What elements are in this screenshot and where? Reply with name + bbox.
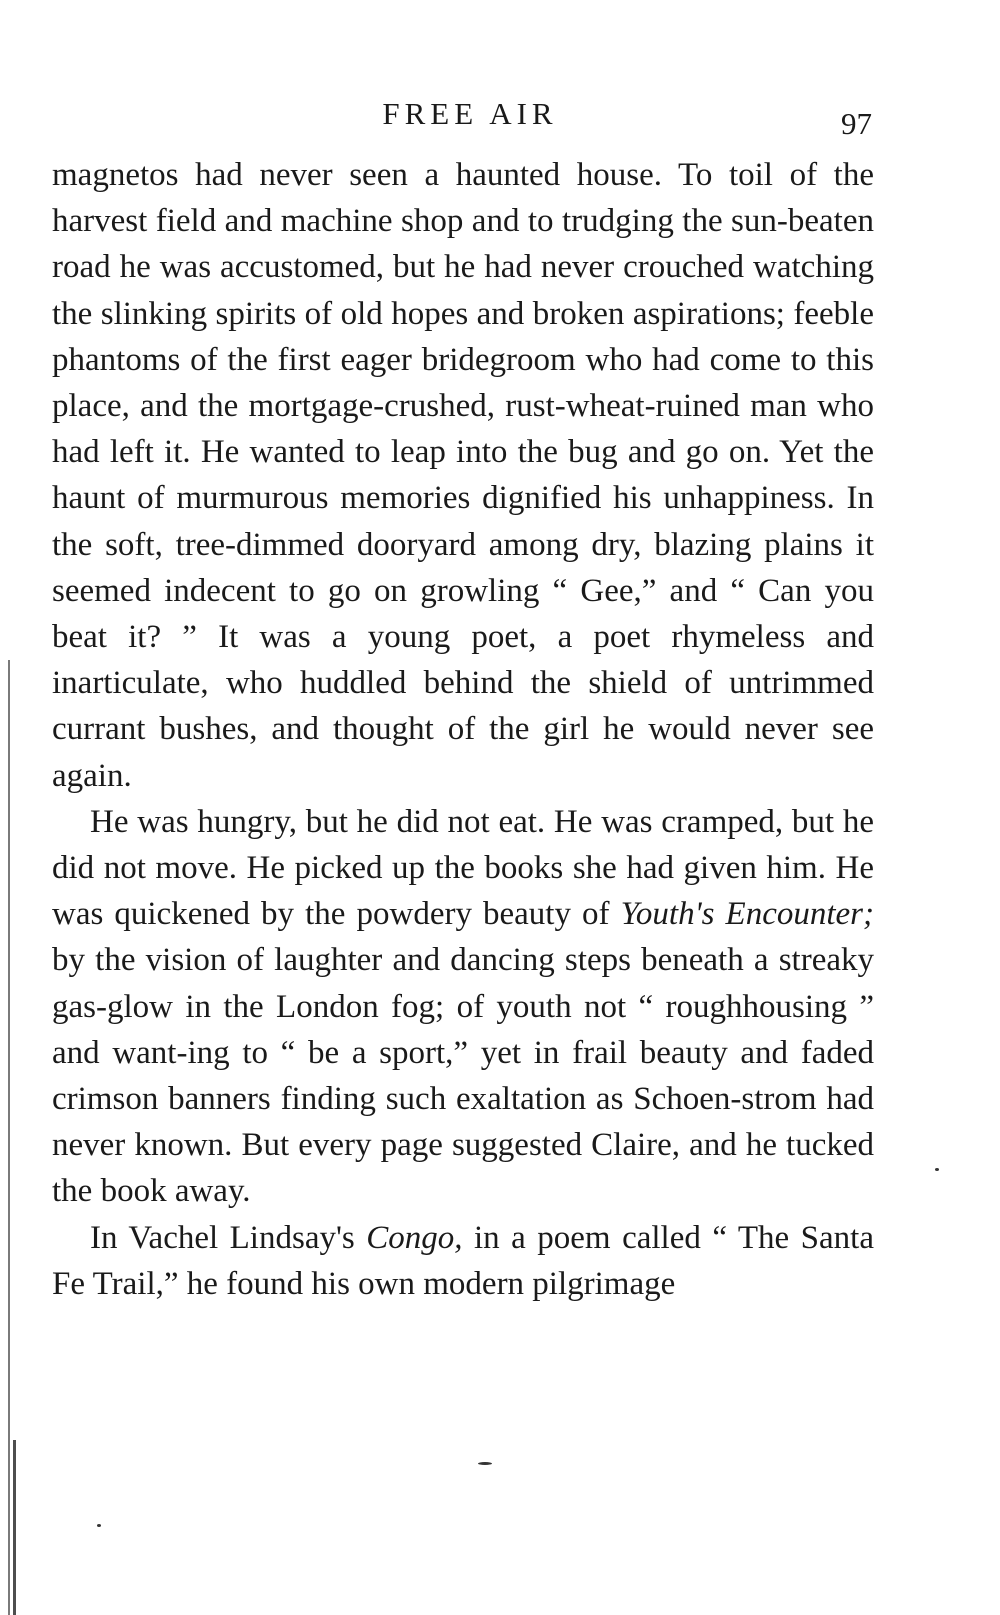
book-title-youths-encounter: Youth's Encounter; xyxy=(620,896,874,933)
running-title: FREE AIR xyxy=(382,96,558,131)
paragraph-2-text-a: He was hungry, but he did not eat. He was cramped, but he did not move. He picked up the books she had given him. He was quickened by the powdery beauty of xyxy=(52,803,874,933)
paragraph-3-text-b: in a poem called “ The Santa Fe Trail,” he found his own modern pilgrimage xyxy=(52,1219,874,1302)
scan-speck xyxy=(97,1524,101,1527)
paragraph-2-text-b: by the vision of laughter and dancing steps beneath a streaky gas-glow in the London fog; of youth not “ roughhousing ” and want-ing to “ be a sport,” yet in frail beauty and faded crimson banners finding such exaltation as Schoen-strom had never known. But every page suggested Claire, and he tucked the book away. xyxy=(52,942,874,1210)
paragraph-3 xyxy=(52,1215,874,1307)
scan-edge-line-2 xyxy=(13,1440,16,1615)
paragraph-2 xyxy=(52,799,874,1215)
page-number: 97 xyxy=(841,106,872,141)
scan-speck xyxy=(935,1168,939,1171)
paragraph-3-text-a: In Vachel Lindsay's xyxy=(90,1219,367,1256)
book-title-congo: Congo, xyxy=(366,1219,463,1256)
page-body xyxy=(52,152,874,1307)
paragraph-1: magnetos had never seen a haunted house. To toil of the harvest field and machine shop and to trudging the sun-beaten road he was accustomed, but he had never crouched watching the slinking spirits of old hopes and broken aspirations; feeble phantoms of the first eager bridegroom who had come to this place, and the mortgage-crushed, rust-wheat-ruined man who had left it. He wanted to leap into the bug and go on. Yet the haunt of murmurous memories dignified his unhappiness. In the soft, tree-dimmed dooryard among dry, blazing plains it seemed indecent to go on growling “ Gee,” and “ Can you beat it? ” It was a young poet, a poet rhymeless and inarticulate, who huddled behind the shield of untrimmed currant bushes, and thought of the girl he would never see again. xyxy=(52,157,874,794)
running-head xyxy=(0,96,1000,140)
scan-speck xyxy=(478,1462,492,1465)
scan-edge-line xyxy=(8,660,10,1615)
